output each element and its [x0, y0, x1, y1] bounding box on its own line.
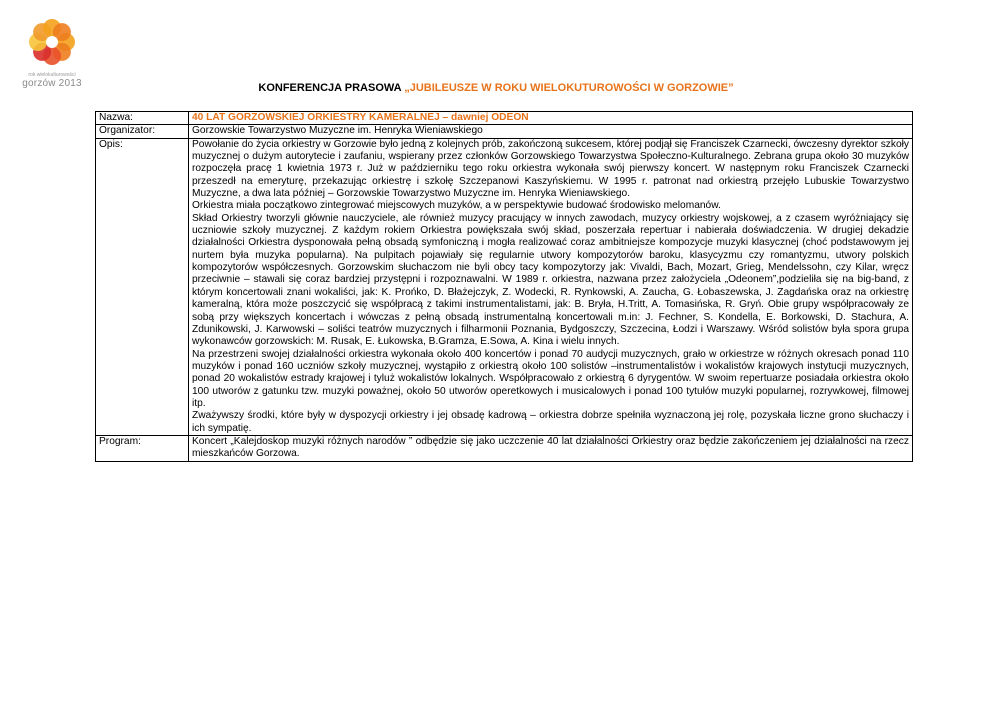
flower-logo-icon [22, 14, 82, 72]
program-text: Koncert „Kalejdoskop muzyki różnych narodów ” odbędzie się jako uczczenie 40 lat działalności Orkiestry oraz będzie zakończeniem jej działalności na rzecz mieszkańców Gorzowa. [192, 435, 909, 460]
program-value [189, 435, 913, 461]
description-label: Opis: [96, 138, 189, 435]
organizer-value: Gorzowskie Towarzystwo Muzyczne im. Henryka Wieniawskiego [189, 125, 913, 138]
logo-name: gorzów 2013 [22, 78, 82, 89]
logo-subtitle: rok wielokulturowości [28, 72, 76, 78]
table-row-organizer [96, 125, 913, 138]
description-paragraph: Skład Orkiestry tworzyli głównie nauczyciele, ale również muzycy pracujący w innych zawodach, muzycy orkiestry wojskowej, a z czasem wyróżniający się uczniowie szkoły muzycznej. Z każdym rokiem Orkiestra powiększała swój skład, poszerzała repertuar i nabierała doświadczenia. W drugiej dekadzie działalności Orkiestra dysponowała pełną obsadą symfoniczną i mogła realizować coraz ambitniejsze kompozycje muzyki klasycznej (choć podstawowym jej nurtem była muzyka popularna). Na pulpitach pojawiały się regularnie utwory kompozytorów baroku, klasycyzmu czy romantyzmu, utwory polskich kompozytorów współczesnych. Gorzowskim słuchaczom nie byli obcy tacy kompozytorzy jak: Vivaldi, Bach, Mozart, Grieg, Mendelssohn, czy Kilar, wręcz przeciwnie – stawali się coraz bardziej przystępni i rozpoznawalni. W 1989 r. orkiestra, nazwana przez założyciela „Odeonem”,podzieliła się na big-band, z którym koncertowali znani wokaliści, jak: K. Prońko, D. Błażejczyk, Z. Wodecki, R. Rynkowski, A. Zaucha, G. Łobaszewska, J. Zagdańska oraz na orkiestrę kameralną, która może poszczycić się współpracą z takimi instrumentalistami, jak: B. Bryła, H.Tritt, A. Tomasińska, R. Gryń. Obie grupy współpracowały ze sobą przy większych koncertach i wówczas z pełną obsadą instrumentalną koncertowali m.in: J. Fechner, S. Kondella, E. Borkowski, D. Stachura, A. Zdunikowski, J. Karwowski – soliści teatrów muzycznych i filharmonii Poznania, Bydgoszczy, Szczecina, Łodzi i Warszawy. Wśród solistów była spora grupa wykonawców gorzowskich: M. Rusak, E. Łukowska, B.Gramza, E.Sowa, A. Kina i wielu innych. [192, 212, 909, 348]
description-paragraph: Orkiestra miała początkowo zintegrować miejscowych muzyków, a w perspektywie budować środowisko melomanów. [192, 200, 721, 212]
conference-title [0, 82, 992, 94]
description-paragraph: Powołanie do życia orkiestry w Gorzowie było jedną z kolejnych prób, zakończoną sukcesem, której podjął się Franciszek Czarnecki, ówczesny dyrektor szkoły muzycznej o dużym autorytecie i zaufaniu, wspierany przez członków Gorzowskiego Towarzystwa Społeczno-Kulturalnego. Zebrana grupa około 30 muzyków rozpoczęła pracę 1 kwietnia 1973 r. Już w październiku tego roku orkiestra wykonała swój pierwszy koncert. W następnym roku Franciszek Czarnecki przeszedł na emeryturę, przekazując orkiestrę i szkołę Szczepanowi Kaszyńskiemu. W 1995 r. patronat nad orkiestrą przejęło Lubuskie Towarzystwo Muzyczne, a dwa lata później – Gorzowskie Towarzystwo Muzyczne im. Henryka Wieniawskiego. [192, 138, 909, 200]
description-value [189, 138, 913, 435]
table-row-description [96, 138, 913, 435]
conference-title-prefix: KONFERENCJA PRASOWA [258, 82, 405, 94]
name-label: Nazwa: [96, 112, 189, 125]
event-info-table [95, 111, 913, 462]
organizer-label: Organizator: [96, 125, 189, 138]
table-row-program [96, 435, 913, 461]
description-paragraph: Na przestrzeni swojej działalności orkiestra wykonała około 400 koncertów i ponad 70 audycji muzycznych, grało w orkiestrze w różnych okresach ponad 110 muzyków i ponad 160 uczniów szkoły muzycznej, wystąpiło z orkiestrą około 100 solistów –instrumentalistów i wokalistów krajowych instytucji muzycznych, ponad 20 wokalistów estrady krajowej i tyluż wokalistów lokalnych. Współpracowało z orkiestrą 6 dyrygentów. W swoim repertuarze posiadała orkiestra około 100 utworów z gatunku tzw. muzyki poważnej, około 50 utworów operetkowych i musicalowych i ponad 100 tytułów muzyki popularnej, rozrywkowej, filmowej itp. [192, 348, 909, 409]
description-paragraph: Zważywszy środki, które były w dyspozycji orkiestry i jej obsadę kadrową – orkiestra dobrze spełniła wyznaczoną jej rolę, pozyskała liczne grono słuchaczy i ich sympatię. [192, 410, 909, 434]
table-row-name [96, 112, 913, 125]
conference-title-highlight: „JUBILEUSZE W ROKU WIELOKUTUROWOŚCI W GORZOWIE” [404, 82, 734, 94]
name-value: 40 LAT GORZOWSKIEJ ORKIESTRY KAMERALNEJ – dawniej ODEON [189, 112, 913, 125]
program-label: Program: [96, 435, 189, 461]
logo-center [46, 36, 58, 48]
